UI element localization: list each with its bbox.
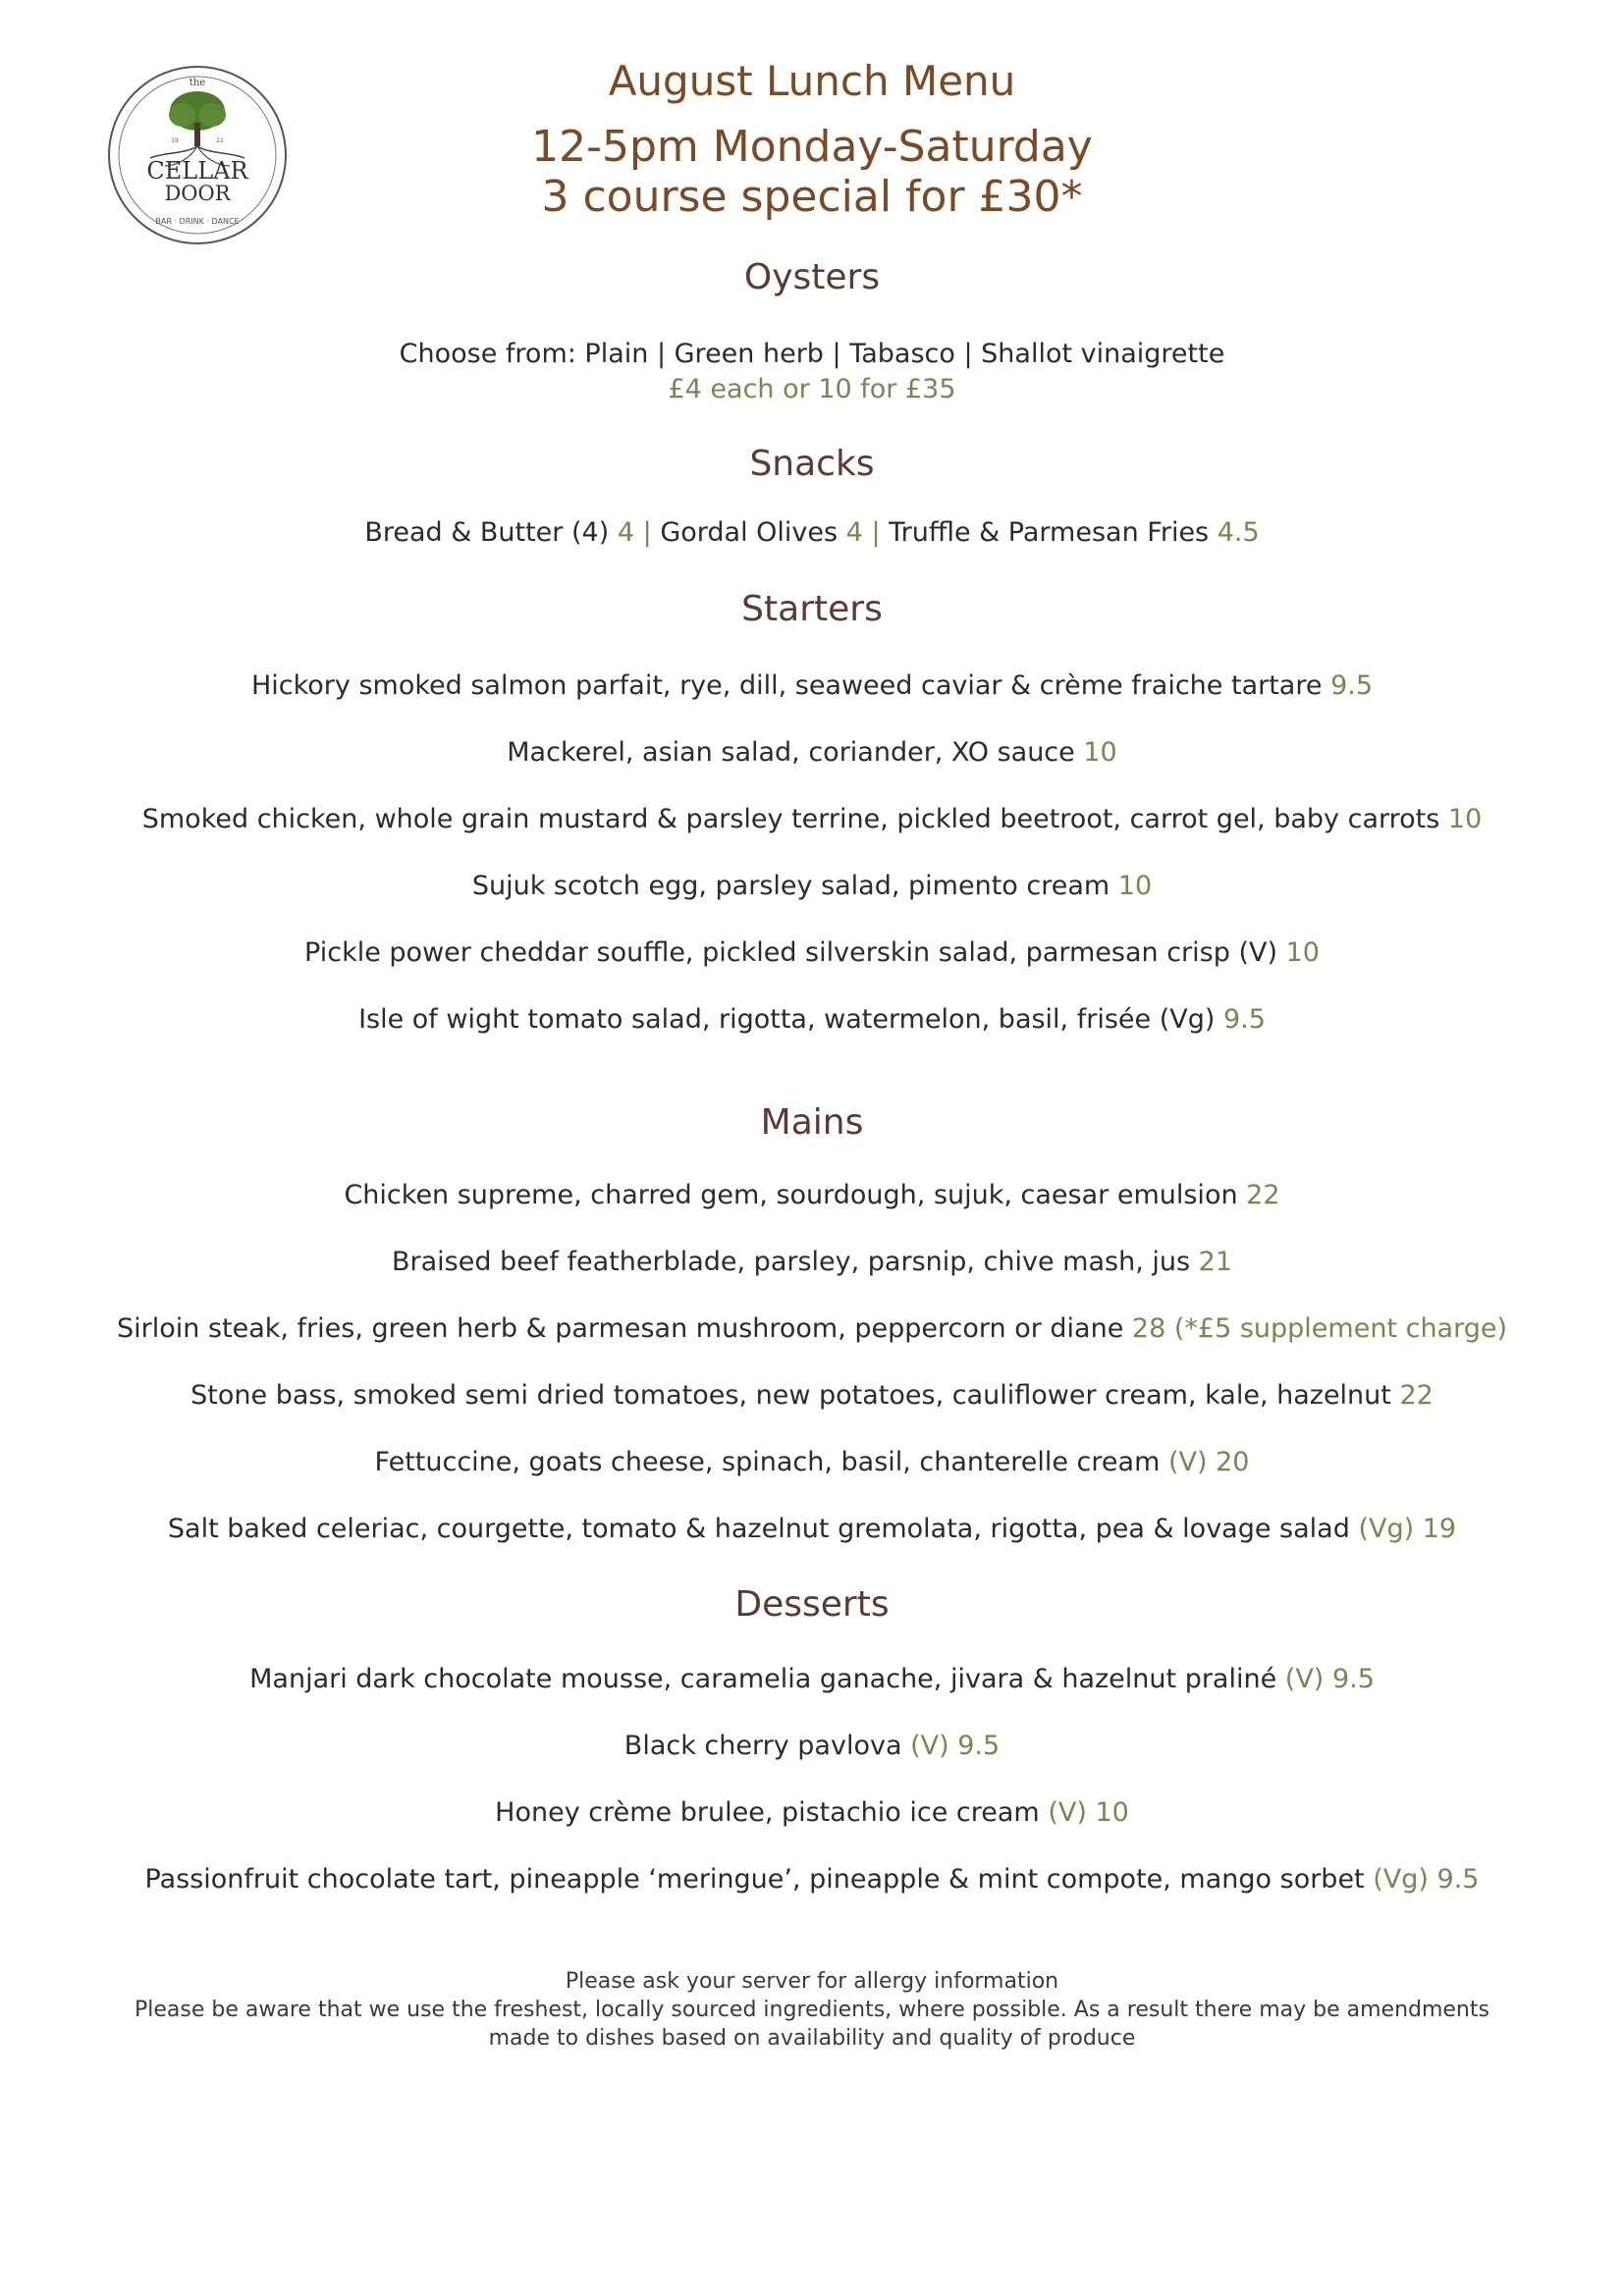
item-diet: (V) (1284, 1664, 1325, 1694)
menu-item (0, 1004, 1624, 1035)
menu-item (0, 871, 1624, 901)
item-price: 10 (1285, 937, 1320, 968)
footer-allergy-note: Please ask your server for allergy information (565, 1969, 1059, 1994)
item-price: 22 (1246, 1180, 1280, 1210)
item-diet: (Vg) (1373, 1864, 1429, 1895)
item-price: 19 (1422, 1514, 1457, 1544)
menu-item (0, 1313, 1624, 1344)
item-price: 9.5 (1330, 670, 1374, 701)
item-price: 22 (1399, 1380, 1434, 1411)
item-name: Chicken supreme, charred gem, sourdough, sujuk, caesar emulsion (344, 1180, 1238, 1210)
item-price: 10 (1117, 871, 1153, 901)
footer-availability-note: made to dishes based on availability and quality of produce (488, 2026, 1136, 2051)
item-name: Pickle power cheddar souffle, pickled silverskin salad, parmesan crisp (V) (304, 937, 1277, 968)
snack-item-name: Truffle & Parmesan Fries (889, 517, 1210, 548)
item-name: Passionfruit chocolate tart, pineapple ‘meringue’, pineapple & mint compote, mango sorbet (144, 1864, 1365, 1895)
logo-year-left: 19 (171, 137, 179, 144)
item-name: Braised beef featherblade, parsley, parsnip, chive mash, jus (391, 1247, 1191, 1277)
menu-item (0, 1864, 1624, 1895)
snack-item-price: 4 (845, 517, 863, 548)
item-name: Sujuk scotch egg, parsley salad, pimento cream (471, 871, 1110, 901)
item-name: Manjari dark chocolate mousse, caramelia ganache, jivara & hazelnut praliné (249, 1664, 1277, 1694)
section-title-desserts: Desserts (734, 1584, 890, 1625)
logo-top-text: the (189, 78, 206, 88)
logo-name-line1: CELLAR (146, 157, 248, 185)
item-name: Salt baked celeriac, courgette, tomato & hazelnut gremolata, rigotta, pea & lovage salad (167, 1514, 1350, 1544)
item-price: 9.5 (1222, 1004, 1266, 1035)
item-price: 10 (1095, 1797, 1129, 1828)
item-name: Sirloin steak, fries, green herb & parmesan mushroom, peppercorn or diane (116, 1313, 1124, 1344)
snacks-line (0, 517, 1624, 548)
item-price: 20 (1216, 1447, 1250, 1477)
menu-item (0, 937, 1624, 968)
snack-item-price: 4 (617, 517, 635, 548)
item-name: Isle of wight tomato salad, rigotta, watermelon, basil, frisée (Vg) (358, 1004, 1216, 1035)
menu-special-offer: 3 course special for £30* (541, 172, 1083, 222)
menu-item (0, 670, 1624, 701)
item-diet: (V) (1048, 1797, 1087, 1828)
item-price: 28 (*£5 supplement charge) (1131, 1313, 1508, 1344)
item-price: 10 (1083, 737, 1117, 768)
snack-item-price: 4.5 (1217, 517, 1260, 548)
menu-title: August Lunch Menu (608, 57, 1016, 105)
item-diet: (Vg) (1358, 1514, 1415, 1544)
snack-separator: | (642, 517, 652, 548)
item-name: Smoked chicken, whole grain mustard & parsley terrine, pickled beetroot, carrot gel, baby carrots (141, 804, 1440, 834)
menu-item (0, 1731, 1624, 1761)
menu-item (0, 1180, 1624, 1210)
menu-item (0, 1797, 1624, 1828)
item-name: Black cherry pavlova (623, 1731, 902, 1761)
menu-item (0, 1380, 1624, 1411)
menu-item (0, 1447, 1624, 1477)
logo-year-right: 22 (216, 137, 224, 144)
item-price: 9.5 (957, 1731, 1001, 1761)
footer-ingredients-note: Please be aware that we use the freshest, locally sourced ingredients, where possible. As a result there may be amendments (135, 1998, 1489, 2022)
menu-item (0, 804, 1624, 834)
section-title-oysters: Oysters (743, 257, 881, 297)
section-title-mains: Mains (760, 1102, 864, 1143)
item-price: 10 (1447, 804, 1483, 834)
menu-item (0, 1664, 1624, 1694)
item-diet: (V) (1167, 1447, 1208, 1477)
menu-hours: 12-5pm Monday-Saturday (531, 122, 1093, 172)
item-price: 9.5 (1436, 1864, 1480, 1895)
snack-separator: | (871, 517, 881, 548)
item-name: Stone bass, smoked semi dried tomatoes, new potatoes, cauliflower cream, kale, hazelnut (190, 1380, 1391, 1411)
section-title-snacks: Snacks (749, 444, 875, 484)
snack-item-name: Bread & Butter (4) (364, 517, 610, 548)
logo-name-line2: DOOR (164, 182, 231, 205)
item-diet: (V) (910, 1731, 949, 1761)
menu-item (0, 1247, 1624, 1277)
item-price: 21 (1198, 1247, 1233, 1277)
item-name: Mackerel, asian salad, coriander, XO sauce (507, 737, 1075, 768)
menu-item (0, 737, 1624, 768)
item-name: Honey crème brulee, pistachio ice cream (495, 1797, 1040, 1828)
section-title-starters: Starters (741, 589, 883, 629)
oysters-price: £4 each or 10 for £35 (668, 374, 956, 404)
menu-item (0, 1514, 1624, 1544)
snack-item-name: Gordal Olives (660, 517, 839, 548)
logo-bottom-text: BAR · DRINK · DANCE (155, 217, 240, 226)
oysters-choose: Choose from: Plain | Green herb | Tabasco | Shallot vinaigrette (399, 339, 1225, 369)
item-price: 9.5 (1331, 1664, 1375, 1694)
item-name: Hickory smoked salmon parfait, rye, dill, seaweed caviar & crème fraiche tartare (250, 670, 1323, 701)
item-name: Fettuccine, goats cheese, spinach, basil, chanterelle cream (374, 1447, 1161, 1477)
